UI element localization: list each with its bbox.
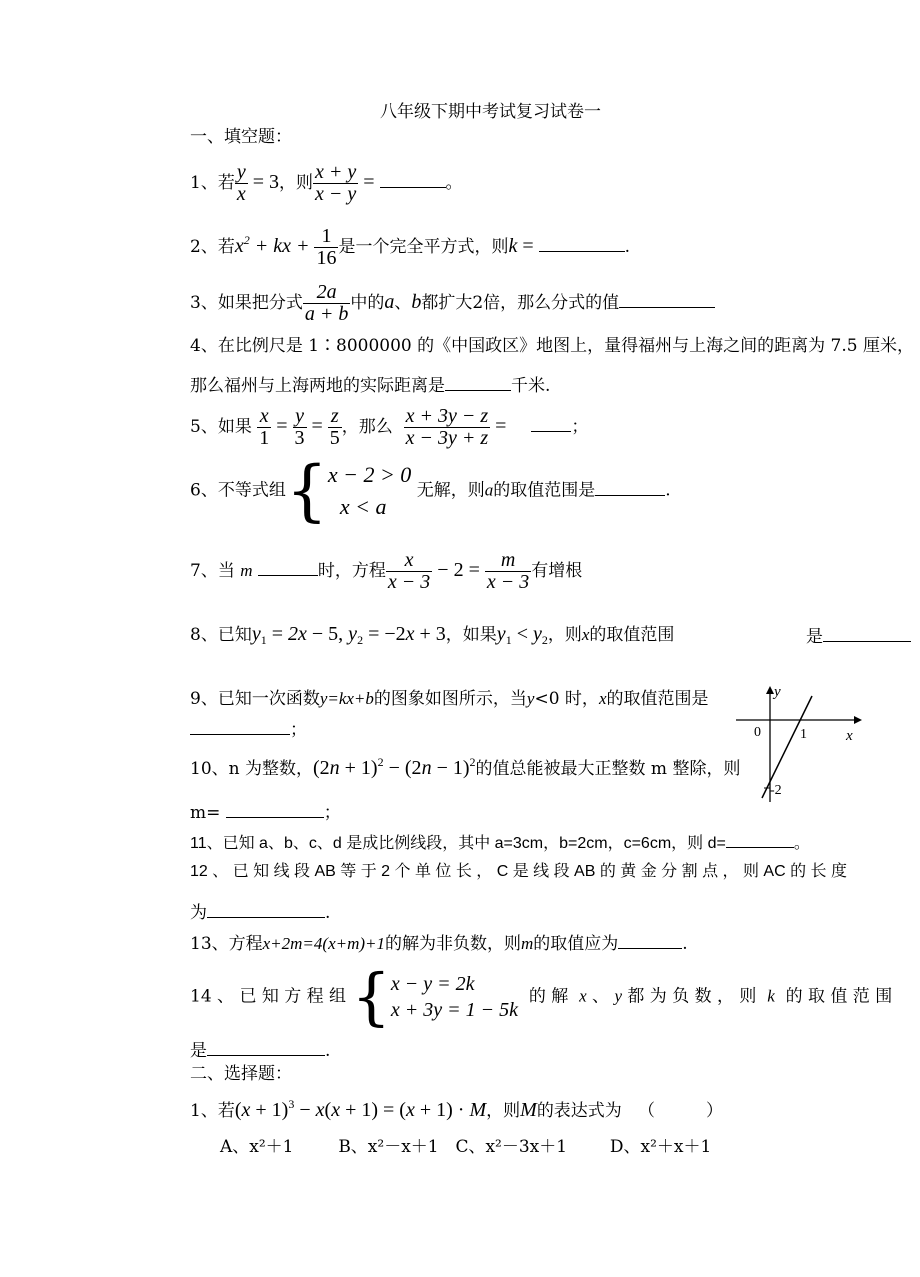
answer-blank[interactable]	[258, 561, 318, 576]
question-6: 6、不等式组{ x − 2 > 0 x < a 无解，则a的取值范围是 .	[190, 452, 671, 529]
answer-blank[interactable]	[823, 627, 911, 642]
answer-blank[interactable]	[539, 237, 625, 252]
fraction-2a-over-a-plus-b: $\frac{2a}{a + b}$	[304, 281, 349, 325]
answer-blank[interactable]	[619, 293, 715, 308]
section-fill-blank: 一、填空题：	[190, 127, 292, 147]
option-d[interactable]: D、x²＋x＋1	[609, 1137, 712, 1157]
question-8-answer: 是	[806, 627, 911, 646]
answer-blank[interactable]	[207, 903, 325, 918]
x-axis-arrow-icon	[854, 716, 862, 724]
question-12-line-1: 12 、 已 知 线 段 AB 等 于 2 个 单 位 长 ， C 是 线 段 AB 的 黄 金 分 割 点 ， 则 AC 的 长 度	[190, 863, 847, 880]
origin-label: 0	[754, 725, 761, 740]
fraction-x-over-x-minus-3: $\frac{x}{x - 3}$	[387, 549, 431, 593]
question-14-line-2: 是 .	[190, 1041, 331, 1061]
option-c[interactable]: C、x²－3x＋1	[455, 1137, 568, 1157]
y-axis-label: y	[774, 684, 781, 700]
answer-blank[interactable]	[445, 376, 511, 391]
equation-system: x − y = 2k x + 3y = 1 − 5k	[390, 973, 519, 1021]
answer-blank[interactable]	[618, 934, 682, 949]
fraction-z-over-5: $\frac{z}{5}$	[329, 405, 340, 449]
question-10-line-1: 10、n 为整数，$(2n + 1)^2 - (2n - 1)^2$的值总能被最大正整数 m 整除，则	[190, 755, 741, 779]
choice-options	[220, 1139, 711, 1156]
linear-function-graph	[730, 680, 870, 810]
fraction-m-over-x-minus-3: $\frac{m}{x - 3}$	[486, 549, 530, 593]
question-7: 7、当 m 时，方程 $\frac{x}{x - 3}$ − 2 = $\frac{m}{x - 3}$ 有增根	[190, 549, 583, 593]
question-9-line-1: 9、已知一次函数y=kx+b的图象如图所示，当y<0 时，x的取值范围是	[190, 689, 709, 709]
fraction-x-over-1: $\frac{x}{1}$	[259, 405, 270, 449]
question-12-line-2: 为 .	[190, 903, 331, 923]
question-4-line-1: 4、在比例尺是 1∶8000000 的《中国政区》地图上，量得福州与上海之间的距离为 7.5 厘米，	[190, 336, 914, 356]
x-intercept-label: 1	[800, 727, 807, 742]
question-10-line-2: m= ；	[190, 803, 341, 823]
question-1: 1、若 $\frac{y}{x}$ = 3，则 $\frac{x + y}{x - y}$ = 。	[190, 161, 463, 205]
fraction-sum-over-diff: $\frac{x + y}{x - y}$	[315, 161, 357, 205]
option-b[interactable]: B、x²－x＋1	[338, 1137, 439, 1157]
y-axis-arrow-icon	[766, 686, 774, 694]
section-multiple-choice: 二、选择题：	[190, 1064, 292, 1084]
question-9-line-2: ；	[190, 720, 307, 739]
question-13: 13、方程x+2m=4(x+m)+1的解为非负数，则m的取值应为 .	[190, 934, 688, 954]
answer-blank[interactable]	[226, 803, 324, 818]
inequality-system: x − 2 > 0 x < a	[327, 462, 412, 519]
question-4-line-2: 那么福州与上海两地的实际距离是 千米.	[190, 376, 551, 396]
answer-blank[interactable]	[595, 481, 665, 496]
page-title: 八年级下期中考试复习试卷一	[380, 102, 601, 122]
answer-blank[interactable]	[380, 173, 446, 188]
answer-blank[interactable]	[531, 417, 571, 432]
option-a[interactable]: A、x²＋1	[220, 1137, 294, 1157]
y-intercept-label: -2	[770, 783, 782, 798]
brace: {	[351, 960, 391, 1033]
fraction-expression: $\frac{x + 3y - z}{x - 3y + z}$	[405, 405, 489, 449]
x-axis-label: x	[846, 728, 853, 744]
question-8: 8、已知$y_1 = 2x - 5$, $y_2 = -2x + 3$，如果$y_1 < y_2$，则x的取值范围	[190, 623, 675, 647]
question-11: 11、已知 a、b、c、d 是成比例线段，其中 a=3cm，b=2cm，c=6cm，则 d= 。	[190, 835, 810, 852]
question-5: 5、如果 $\frac{x}{1}$ = $\frac{y}{3}$ = $\frac{z}{5}$ ，那么 $\frac{x + 3y - z}{x - 3y + z}$ = ；	[190, 405, 589, 449]
fraction-y-over-3: $\frac{y}{3}$	[294, 405, 305, 449]
question-14: 14 、 已 知 方 程 组 { x − y = 2k x + 3y = 1 − 5k 的 解 x 、 y 都 为 负 数 ， 则 k 的 取 值 范 围	[190, 960, 893, 1033]
fraction-1-over-16: $\frac{1}{16}$	[316, 225, 337, 269]
question-3: 3、如果把分式 $\frac{2a}{a + b}$ 中的a、b都扩大2倍，那么分式的值	[190, 282, 715, 325]
question-2: 2、若$x^2$ + kx + $\frac{1}{16}$ 是一个完全平方式，则k = .	[190, 225, 631, 269]
answer-blank[interactable]	[190, 720, 290, 735]
choice-question-1: 1、若$(x + 1)^3 - x(x + 1) = (x + 1) \cdot M$，则M的表达式为 （ ）	[190, 1097, 724, 1121]
brace: {	[285, 452, 328, 529]
fraction-y-over-x: $\frac{y}{x}$	[236, 161, 246, 205]
answer-blank[interactable]	[207, 1041, 325, 1056]
answer-blank[interactable]	[726, 833, 794, 848]
